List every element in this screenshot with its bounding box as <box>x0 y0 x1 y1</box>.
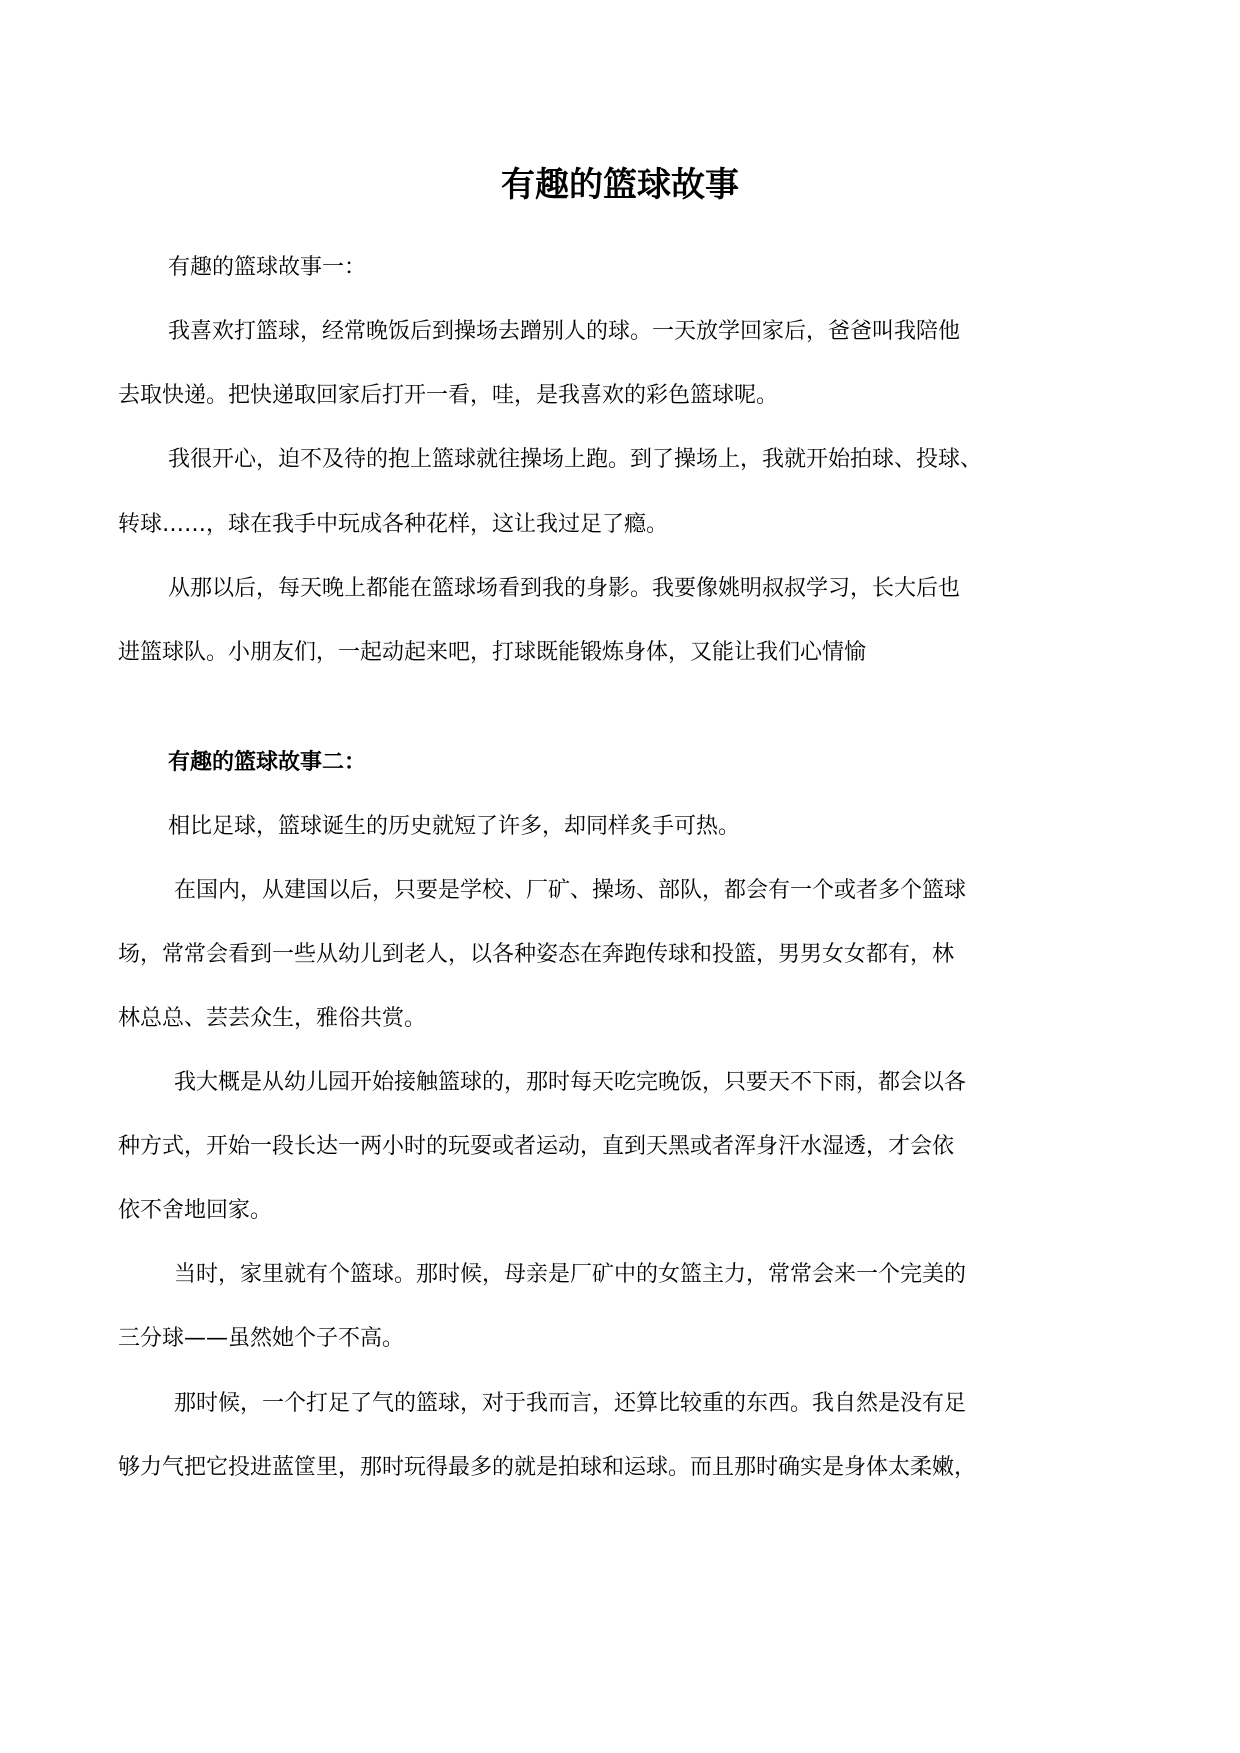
paragraph-line: 林总总、芸芸众生，雅俗共赏。 <box>118 1006 427 1031</box>
document-title: 有趣的篮球故事 <box>501 165 739 205</box>
paragraph-line: 我大概是从幼儿园开始接触篮球的，那时每天吃完晚饭，只要天不下雨，都会以各 <box>174 1070 967 1095</box>
paragraph-line: 三分球——虽然她个子不高。 <box>118 1326 405 1351</box>
paragraph-line: 那时候，一个打足了气的篮球，对于我而言，还算比较重的东西。我自然是没有足 <box>174 1391 967 1416</box>
paragraph-line: 在国内，从建国以后，只要是学校、厂矿、操场、部队，都会有一个或者多个篮球 <box>174 878 967 903</box>
paragraph-line: 当时，家里就有个篮球。那时候，母亲是厂矿中的女篮主力，常常会来一个完美的 <box>174 1262 967 1287</box>
paragraph-line: 场，常常会看到一些从幼儿到老人，以各种姿态在奔跑传球和投篮，男男女女都有，林 <box>118 942 955 967</box>
story-one-heading: 有趣的篮球故事一： <box>168 255 367 280</box>
paragraph-line: 相比足球，篮球诞生的历史就短了许多，却同样炙手可热。 <box>168 814 741 839</box>
paragraph-line: 我喜欢打篮球，经常晚饭后到操场去蹭别人的球。一天放学回家后，爸爸叫我陪他 <box>168 319 961 344</box>
paragraph-line: 依不舍地回家。 <box>118 1198 273 1223</box>
paragraph-line: 从那以后，每天晚上都能在篮球场看到我的身影。我要像姚明叔叔学习，长大后也 <box>168 576 961 601</box>
paragraph-line: 种方式，开始一段长达一两小时的玩耍或者运动，直到天黑或者浑身汗水湿透，才会依 <box>118 1134 955 1159</box>
paragraph-line: 够力气把它投进蓝筐里，那时玩得最多的就是拍球和运球。而且那时确实是身体太柔嫩， <box>118 1455 977 1480</box>
paragraph-line: 去取快递。把快递取回家后打开一看，哇，是我喜欢的彩色篮球呢。 <box>118 383 779 408</box>
story-two-heading: 有趣的篮球故事二： <box>168 750 367 775</box>
paragraph-line: 进篮球队。小朋友们，一起动起来吧，打球既能锻炼身体，又能让我们心情愉 <box>118 640 867 665</box>
paragraph-line: 我很开心，迫不及待的抱上篮球就往操场上跑。到了操场上，我就开始拍球、投球、 <box>168 447 983 472</box>
paragraph-line: 转球……，球在我手中玩成各种花样，这让我过足了瘾。 <box>118 512 669 537</box>
